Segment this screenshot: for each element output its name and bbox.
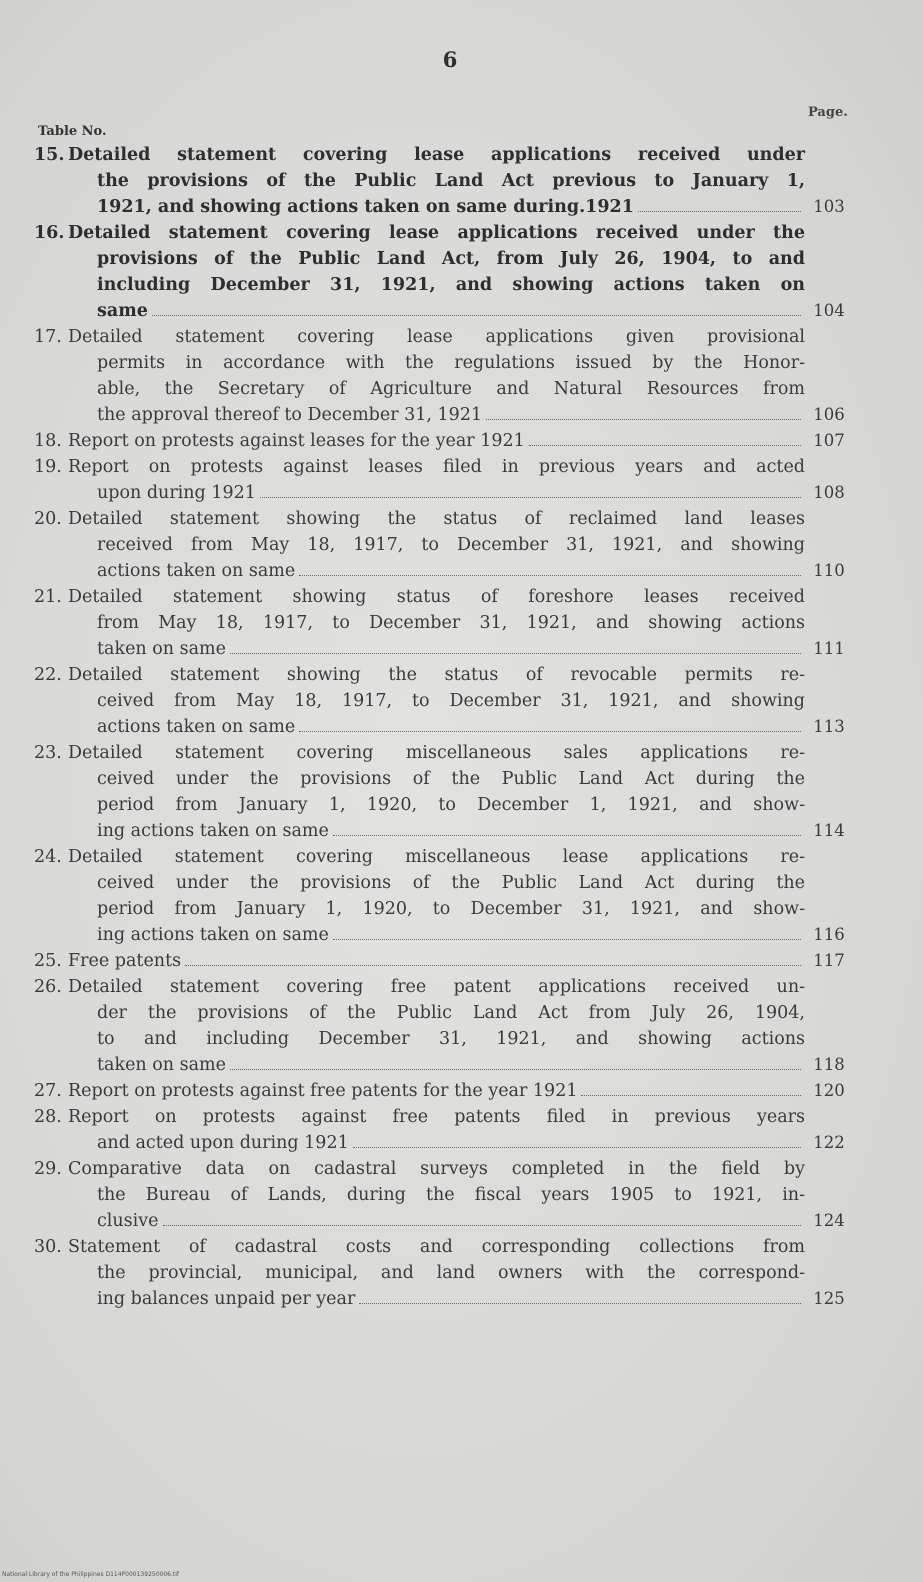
entry-line: ceived under the provisions of the Public Land Act during the: [97, 769, 805, 789]
dot-leader: [185, 964, 801, 966]
dot-leader: [486, 418, 801, 420]
page-column-label: Page.: [808, 105, 848, 120]
entry-last-text: Free patents: [68, 951, 182, 971]
entry-page-number: 124: [813, 1211, 845, 1230]
dot-leader: [260, 496, 801, 498]
toc-entry: [34, 662, 854, 740]
entry-line: to and including December 31, 1921, and showing actions: [97, 1029, 805, 1049]
entry-last-text: ing actions taken on same: [97, 925, 329, 945]
entry-last-text: taken on same: [97, 639, 226, 659]
entry-line: Report on protests against free patents filed in previous years: [68, 1107, 805, 1127]
entry-page-number: 114: [813, 821, 845, 840]
entry-last-line: [97, 1208, 805, 1234]
entry-page-number: 111: [813, 639, 845, 658]
toc-entry: [34, 1234, 854, 1312]
entry-last-text: actions taken on same: [97, 561, 296, 581]
dot-leader: [299, 730, 801, 732]
dot-leader: [333, 834, 801, 836]
entry-page-number: 117: [813, 951, 845, 970]
entry-last-line: [68, 948, 805, 974]
entry-line: ceived under the provisions of the Public Land Act during the: [97, 873, 805, 893]
dot-leader: [529, 444, 801, 446]
entry-number: 24.: [34, 847, 62, 867]
entry-number: 16.: [34, 223, 65, 243]
dot-leader: [638, 210, 801, 212]
entry-line: Detailed statement showing the status of revocable permits re-: [68, 665, 805, 685]
entry-page-number: 107: [813, 431, 845, 450]
entry-line: able, the Secretary of Agriculture and Natural Resources from: [97, 379, 805, 399]
entry-last-text: ing balances unpaid per year: [97, 1289, 356, 1309]
dot-leader: [333, 938, 801, 940]
entry-line: ceived from May 18, 1917, to December 31, 1921, and showing: [97, 691, 805, 711]
dot-leader: [581, 1094, 801, 1096]
entry-line: period from January 1, 1920, to December 31, 1921, and show-: [97, 899, 805, 919]
toc-entry: [34, 740, 854, 844]
entry-page-number: 113: [813, 717, 845, 736]
entry-page-number: 106: [813, 405, 845, 424]
entry-line: Comparative data on cadastral surveys completed in the field by: [68, 1159, 805, 1179]
entry-last-text: clusive: [97, 1211, 159, 1231]
footer-credit: National Library of the Philippines D114P000139250006.tif: [2, 1571, 180, 1578]
entry-last-text: and acted upon during 1921: [97, 1133, 349, 1153]
entry-line: Detailed statement showing the status of reclaimed land leases: [68, 509, 805, 529]
entry-line: Detailed statement covering lease applications received under the: [68, 223, 805, 243]
entry-page-number: 125: [813, 1289, 845, 1308]
entry-line: the Bureau of Lands, during the fiscal years 1905 to 1921, in-: [97, 1185, 805, 1205]
entry-number: 25.: [34, 951, 62, 971]
entry-page-number: 122: [813, 1133, 845, 1152]
toc-entry: [34, 844, 854, 948]
dot-leader: [163, 1224, 802, 1226]
toc-entry: [34, 584, 854, 662]
entry-number: 15.: [34, 145, 65, 165]
toc-entry: [34, 220, 854, 324]
entry-number: 28.: [34, 1107, 62, 1127]
entry-last-text: actions taken on same: [97, 717, 296, 737]
entry-line: provisions of the Public Land Act, from July 26, 1904, to and: [97, 249, 805, 269]
entry-number: 27.: [34, 1081, 62, 1101]
entry-number: 26.: [34, 977, 62, 997]
entry-last-text: taken on same: [97, 1055, 226, 1075]
entry-last-text: ing actions taken on same: [97, 821, 329, 841]
entry-number: 23.: [34, 743, 62, 763]
dot-leader: [230, 652, 801, 654]
entry-number: 21.: [34, 587, 62, 607]
toc-entry: [34, 142, 854, 220]
toc-entry: [34, 428, 854, 454]
entry-last-line: [97, 714, 805, 740]
entry-line: Detailed statement covering lease applications given provisional: [68, 327, 805, 347]
entry-number: 19.: [34, 457, 62, 477]
entry-page-number: 110: [813, 561, 845, 580]
entry-line: the provisions of the Public Land Act previous to January 1,: [97, 171, 805, 191]
page-number: 6: [442, 47, 458, 72]
entry-last-text: Report on protests against free patents for the year 1921: [68, 1081, 578, 1101]
dot-leader: [359, 1302, 801, 1304]
entry-page-number: 103: [813, 197, 845, 216]
entry-line: Detailed statement covering free patent applications received un-: [68, 977, 805, 997]
entry-page-number: 120: [813, 1081, 845, 1100]
entry-line: Statement of cadastral costs and corresponding collections from: [68, 1237, 805, 1257]
entry-last-line: [97, 1130, 805, 1156]
entry-last-text: upon during 1921: [97, 483, 256, 503]
entry-last-text: the approval thereof to December 31, 1921: [97, 405, 483, 425]
entry-last-line: [97, 1286, 805, 1312]
entry-page-number: 116: [813, 925, 845, 944]
entry-last-text: 1921, and showing actions taken on same during.1921: [97, 197, 634, 217]
entry-line: permits in accordance with the regulations issued by the Honor-: [97, 353, 805, 373]
table-no-label: Table No.: [38, 124, 107, 139]
entry-number: 20.: [34, 509, 62, 529]
entry-line: Detailed statement covering miscellaneous sales applications re-: [68, 743, 805, 763]
entry-line: received from May 18, 1917, to December 31, 1921, and showing: [97, 535, 805, 555]
entry-line: Report on protests against leases filed in previous years and acted: [68, 457, 805, 477]
entry-last-line: [97, 818, 805, 844]
entry-last-text: same: [97, 301, 148, 321]
toc-entry: [34, 324, 854, 428]
entry-last-line: [97, 480, 805, 506]
entry-last-line: [97, 636, 805, 662]
entry-line: Detailed statement covering lease applications received under: [68, 145, 805, 165]
table-of-contents: [34, 142, 854, 1312]
entry-line: from May 18, 1917, to December 31, 1921, and showing actions: [97, 613, 805, 633]
dot-leader: [299, 574, 801, 576]
entry-number: 18.: [34, 431, 62, 451]
toc-entry: [34, 1078, 854, 1104]
entry-last-line: [68, 428, 805, 454]
entry-last-line: [97, 194, 805, 220]
toc-entry: [34, 1104, 854, 1156]
dot-leader: [152, 314, 801, 316]
entry-number: 29.: [34, 1159, 62, 1179]
toc-entry: [34, 506, 854, 584]
entry-line: Detailed statement showing status of foreshore leases received: [68, 587, 805, 607]
toc-entry: [34, 948, 854, 974]
entry-line: the provincial, municipal, and land owners with the correspond-: [97, 1263, 805, 1283]
toc-entry: [34, 454, 854, 506]
entry-last-line: [97, 298, 805, 324]
toc-entry: [34, 974, 854, 1078]
toc-entry: [34, 1156, 854, 1234]
entry-last-line: [97, 402, 805, 428]
entry-last-line: [68, 1078, 805, 1104]
entry-number: 30.: [34, 1237, 62, 1257]
entry-line: including December 31, 1921, and showing actions taken on: [97, 275, 805, 295]
entry-page-number: 108: [813, 483, 845, 502]
entry-line: der the provisions of the Public Land Act from July 26, 1904,: [97, 1003, 805, 1023]
entry-last-line: [97, 1052, 805, 1078]
entry-line: period from January 1, 1920, to December 1, 1921, and show-: [97, 795, 805, 815]
entry-last-line: [97, 558, 805, 584]
entry-page-number: 104: [813, 301, 845, 320]
entry-last-text: Report on protests against leases for the year 1921: [68, 431, 525, 451]
dot-leader: [230, 1068, 801, 1070]
entry-number: 17.: [34, 327, 62, 347]
dot-leader: [353, 1146, 801, 1148]
entry-page-number: 118: [813, 1055, 845, 1074]
entry-line: Detailed statement covering miscellaneous lease applications re-: [68, 847, 805, 867]
entry-number: 22.: [34, 665, 62, 685]
entry-last-line: [97, 922, 805, 948]
